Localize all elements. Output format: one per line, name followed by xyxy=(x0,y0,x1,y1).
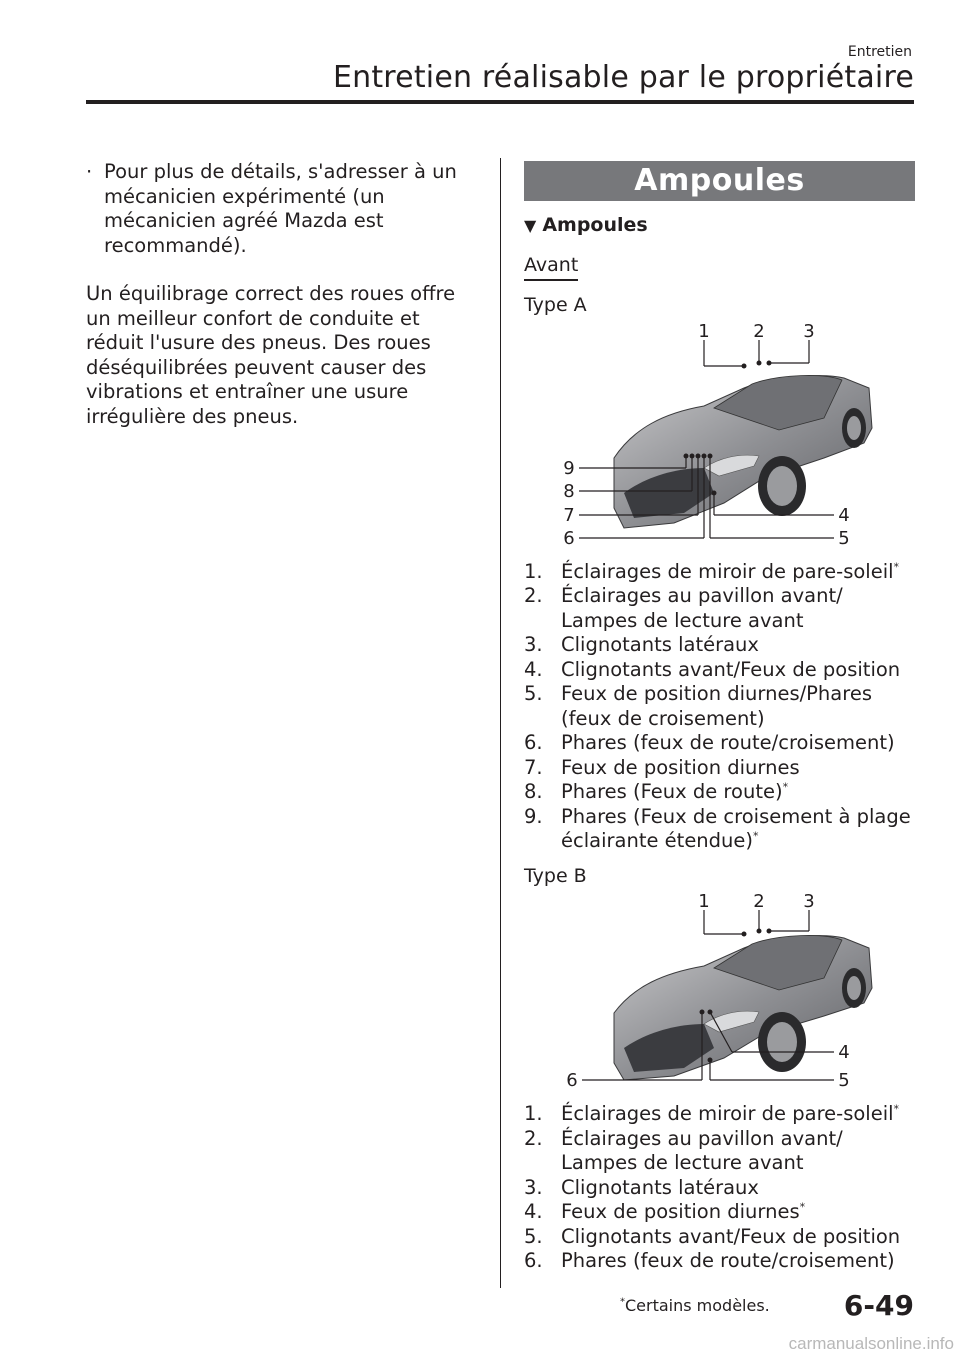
callout-a-1: 1 xyxy=(698,320,710,342)
callout-b-5: 5 xyxy=(838,1070,850,1091)
car-body xyxy=(614,935,872,1080)
bullet-item xyxy=(86,160,480,258)
subheading-text: Ampoules xyxy=(542,214,648,236)
figure-type-a xyxy=(524,318,915,558)
front-label: Avant xyxy=(524,253,578,282)
callout-a-4: 4 xyxy=(838,504,850,526)
callout-a-5: 5 xyxy=(838,527,850,549)
section-band: Ampoules xyxy=(524,161,915,201)
callout-b-6: 6 xyxy=(566,1070,578,1091)
page-number: 6-49 xyxy=(843,1289,914,1322)
type-a-label: Type A xyxy=(524,294,587,316)
list-item: 5. Clignotants avant/Feux de position xyxy=(524,1224,901,1248)
list-item: 5. Feux de position diurnes/Phares (feux de croisement) xyxy=(524,682,872,730)
list-item: 3. Clignotants latéraux xyxy=(524,633,759,656)
car-illustration-type-a xyxy=(524,318,915,558)
list-item: 9. Phares (Feux de croisement à plage éclairante étendue)* xyxy=(524,804,911,852)
car-illustration-type-b xyxy=(524,888,915,1100)
page-title: Entretien réalisable par le propriétaire xyxy=(332,60,914,95)
list-item: 8. Phares (Feux de route)* xyxy=(524,780,789,803)
callout-a-8: 8 xyxy=(563,480,575,502)
list-item: 6. Phares (feux de route/croisement) xyxy=(524,1249,895,1272)
callout-b-2: 2 xyxy=(753,891,765,912)
type-b-list xyxy=(524,1102,915,1274)
list-item: 4. Clignotants avant/Feux de position xyxy=(524,657,901,681)
callout-a-6: 6 xyxy=(563,527,575,549)
triangle-down-icon: ▼ xyxy=(524,216,537,235)
type-b-label: Type B xyxy=(524,864,587,887)
callout-a-2: 2 xyxy=(753,320,765,342)
footnote: *Certains modèles. xyxy=(620,1296,770,1315)
callout-a-3: 3 xyxy=(803,320,815,342)
callout-b-1: 1 xyxy=(698,891,710,912)
watermark: carmanualsonline.info xyxy=(788,1334,954,1353)
bullet-text: Pour plus de détails, s'adresser à un mécanicien expérimenté (un mécanicien agréé Mazda est recommandé). xyxy=(104,160,457,257)
header-rule xyxy=(86,100,914,104)
list-item: 1. Éclairages de miroir de pare-soleil* xyxy=(524,1102,900,1125)
right-column xyxy=(524,161,915,1274)
list-item: 1. Éclairages de miroir de pare-soleil* xyxy=(524,559,900,583)
type-a-list xyxy=(524,560,915,854)
section-name: Entretien xyxy=(847,44,912,60)
callout-b-4: 4 xyxy=(838,1042,850,1063)
car-body xyxy=(614,375,872,528)
callout-a-7: 7 xyxy=(563,504,575,526)
list-item: 4. Feux de position diurnes* xyxy=(524,1200,806,1223)
list-item: 6. Phares (feux de route/croisement) xyxy=(524,731,895,754)
subheading xyxy=(524,213,915,239)
list-item: 2. Éclairages au pavillon avant/ Lampes de lecture avant xyxy=(524,584,843,632)
callout-b-3: 3 xyxy=(803,891,815,912)
left-column xyxy=(86,160,480,429)
callout-a-9: 9 xyxy=(563,457,575,479)
list-item: 7. Feux de position diurnes xyxy=(524,755,800,779)
column-divider xyxy=(500,158,501,1288)
figure-type-b xyxy=(524,888,915,1100)
list-item: 2. Éclairages au pavillon avant/ Lampes de lecture avant xyxy=(524,1126,843,1174)
body-paragraph: Un équilibrage correct des roues offre un meilleur confort de conduite et réduit l'usure des pneus. Des roues déséquilibrées peuvent causer des vibrations et entraîner une usure irrégulière des pneus. xyxy=(86,282,456,428)
bullet-marker: · xyxy=(86,160,93,183)
list-item: 3. Clignotants latéraux xyxy=(524,1175,759,1199)
